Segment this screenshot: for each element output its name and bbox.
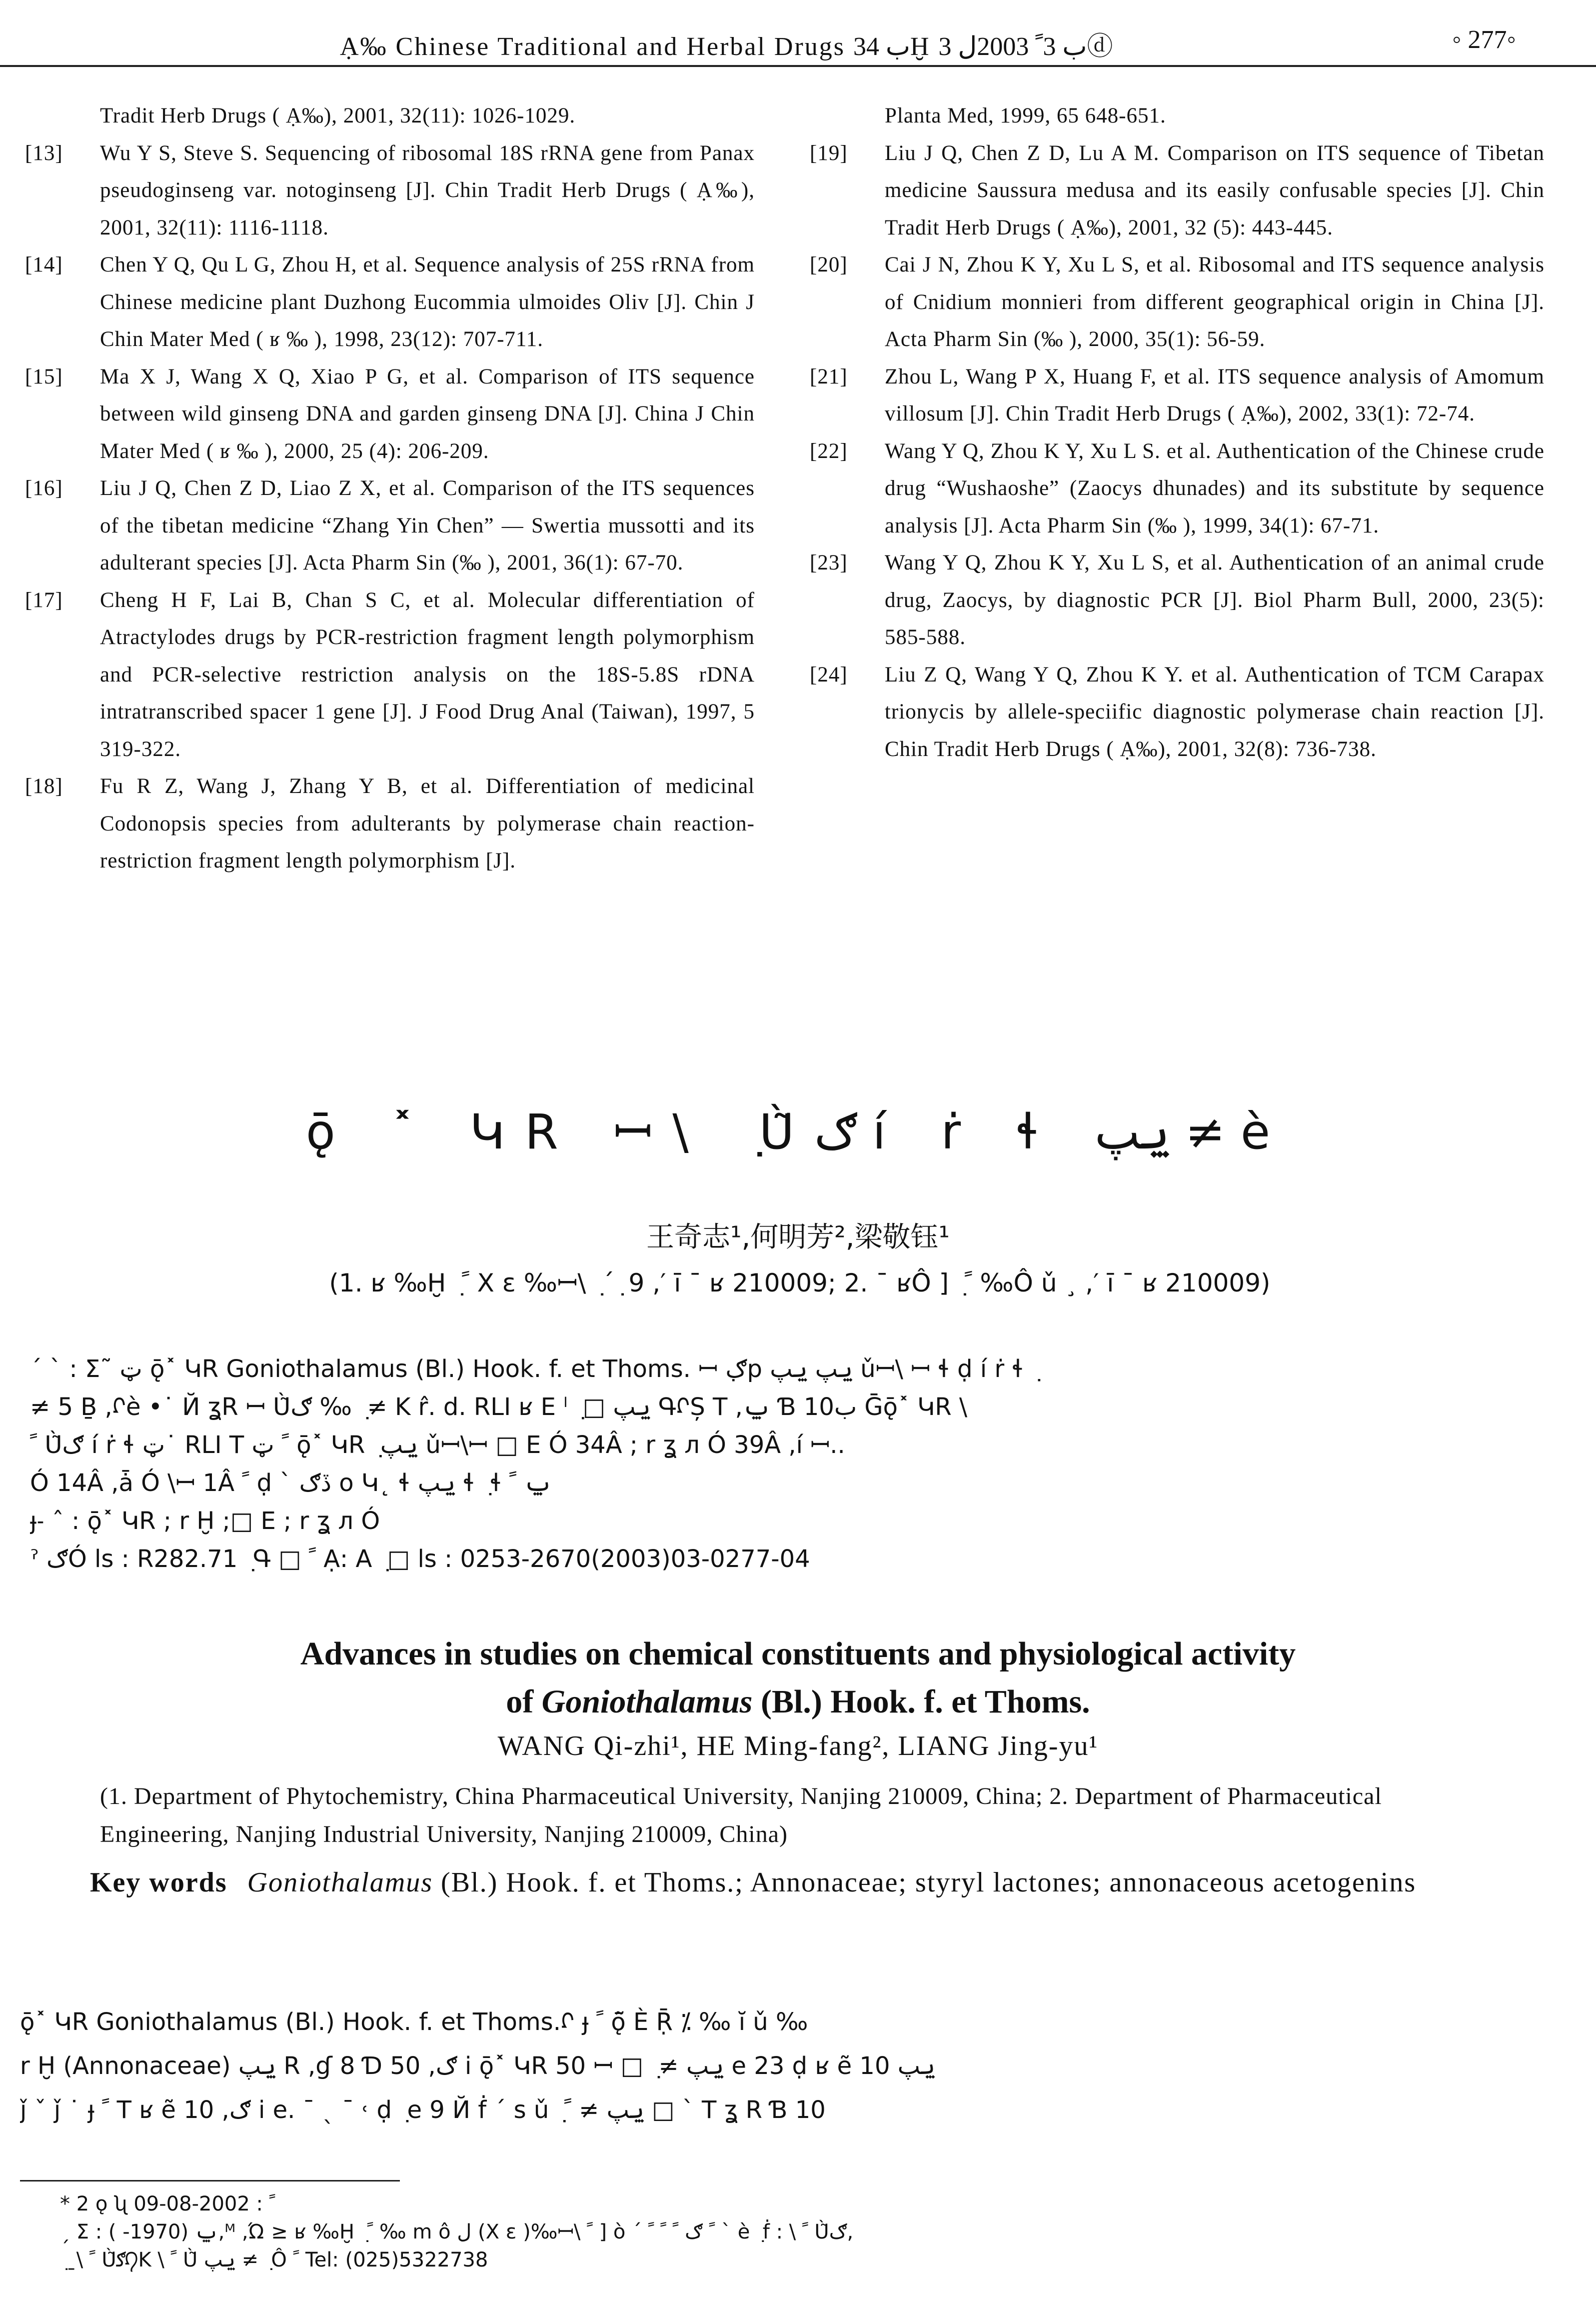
chinese-affiliation: (1. ʁ ‰Ḫ ݂ ﹰ X ε ‰ꟷ\ ݂ ´ ݂ 9 ,′ ī ¯ ʁ 210009; 2. ¯ ʁÔ ] ݂ ﹰ ‰Ô ǔ ¸ ,′ ī ¯ ʁ 210009)	[329, 1268, 1271, 1298]
footnote-contact: ݂ ˍ\ ﹰ Ù̃ګᡗK \ ﹰ Ù̃ ݐپ ≠ ݂ Ô ﹰ Tel: (025)5322738	[60, 2248, 488, 2272]
references-section	[0, 98, 1596, 988]
chinese-article-title: ǭ ˟ ԿR ꟷ\ ݂ Ù̃ګ í ṙ ɬ ݐپ ≠ è	[306, 1104, 1290, 1160]
abstract-line: ﹰ Ù̃ګ í ṙ ɬ ټ˙ RLI T ﹰ ټ ǭ˟ ԿR ݂ ݐپ ǔꟷ\ꟷ □ E Ó 34Â ; r ʓ л Ó 39Â ,í ꟷ..	[30, 1431, 845, 1459]
reference-item: [16] Liu J Q, Chen Z D, Liao Z X, et al. Comparison of the ITS sequences of the tibetan medicine “Zhang Yin Chen” — Swertia mussotti and its adulterant species [J]. Acta Pharm Sin (‰ ), 2001, 36(1): 67-70.	[25, 476, 755, 574]
chinese-authors: 王奇志¹,何明芳²,梁敬钰¹	[646, 1221, 950, 1254]
genus-name: Goniothalamus	[541, 1684, 753, 1720]
references-right-column	[810, 98, 1545, 768]
footnote-author-bio: ˏ Ʃ : ݐ (1970- ),ᴹ ,Ώ ≥ ʁ ‰Ḫ ݂ ﹰ ‰ m ô ل (X ε )‰ꟷ\ ﹰ ] ò ´ ﹰ ګ ﹰ ﹰ ﹰ ˋ è ݂ ḟ : \ ﹰ Ù̃ګ,	[60, 2220, 854, 2244]
reference-item: [13] Wu Y S, Steve S. Sequencing of ribosomal 18S rRNA gene from Panax pseudoginseng var. notoginseng [J]. Chin Tradit Herb Drugs ( Ạ‰), 2001, 32(11): 1116-1118.	[25, 141, 755, 240]
body-line: ǰ ˇ ǰ ˙ ɟ ﹰ T ʁ ẽ 10 ,ګ i e. ¯ ˎ ¯ ˓ ḍ ݂ e 9 Й ḟ ´ s ǔ ݂ ݐپ ≠ ﹰ □ ˋ T ʓ R Ɓ 10	[20, 2096, 826, 2124]
english-title-line-1: Advances in studies on chemical constituents and physiological activity	[300, 1636, 1296, 1672]
body-line: r Ḫ (Annonaceae) ݐپ R ,ɠ 8 Ɗ 50 ,ګ i ǭ˟ ԿR 50 ꟷ □ ݂ ≠ ݐپ e 23 ḍ ʁ ẽ ݐپ 10	[20, 2052, 935, 2080]
english-title-line-2: of Goniothalamus (Bl.) Hook. f. et Thoms.	[506, 1684, 1090, 1720]
reference-item: [19] Liu J Q, Chen Z D, Lu A M. Comparison on ITS sequence of Tibetan medicine Saussura medusa and its easily confusable species [J]. Chin Tradit Herb Drugs ( Ạ‰), 2001, 32 (5): 443-445.	[810, 141, 1545, 240]
reference-item: Tradit Herb Drugs ( Ạ‰), 2001, 32(11): 1026-1029.	[100, 104, 576, 128]
footnote-received-date: * 2 ǫ ʯ ﹰ : 2002-08-09	[60, 2192, 275, 2216]
reference-item: [23] Wang Y Q, Zhou K Y, Xu L S, et al. Authentication of an animal crude drug, Zaocys, by diagnostic PCR [J]. Biol Pharm Bull, 2000, 23(5): 585-588.	[810, 551, 1545, 649]
english-affiliation: (1. Department of Phytochemistry, China Pharmaceutical University, Nanjing 210009, China; 2. Department of Pharmaceutical Engineering, Nanjing Industrial University, Nanjing 210009, China)	[100, 1783, 1382, 1848]
classification-line: ˀ ګÓ ls : R282.71 ݂ Գ □ ﹰ Ạ: A ݂ □ ls : 0253-2670(2003)03-0277-04	[30, 1545, 810, 1573]
keywords-line-cn: ɟ˗ ˆ : ǭ˟ ԿR ; r Ḫ ;□ E ; r ʓ л Ó	[30, 1507, 380, 1535]
abstract-line: ˊ ˋ : Ʃ˜ ټ ǭ˟ ԿR Goniothalamus (Bl.) Hook. f. et Thoms. ꟷ ݂ګp ݐپ ݐپ ǔꟷ\ ꟷ ɬ ḍ í ṙ ɬ ݂	[30, 1355, 1032, 1383]
references-left-column	[25, 98, 755, 880]
abstract-line: Ó 14Â ,ǡ Ó \ꟷ 1Â ﹰ ḍ ˋ ڏګ o Կ˛ ɬ ݐپ ɬ ݂ ɬ ݐ ﹰ	[30, 1469, 552, 1497]
reference-item: [21] Zhou L, Wang P X, Huang F, et al. ITS sequence analysis of Amomum villosum [J]. Chin Tradit Herb Drugs ( Ạ‰), 2002, 33(1): 72-74.	[810, 364, 1545, 426]
chinese-abstract	[30, 1350, 1465, 1578]
article-body	[20, 2000, 1560, 2132]
abstract-line: ≠ 5 Ḇ ,ᡗè •˙ Й ʓR ꟷ Ù̃ګ ‰ ݂ ≠ K r̂. d. RLI ʁ E ˡ ݂ □ ݐپ ԳᡗȘ T ,ݐ Ɓ 10ب Ḡǭ˟ ԿR \	[30, 1393, 968, 1421]
keywords-genus: Goniothalamus	[247, 1867, 433, 1898]
page-number: ◦ 277◦	[1452, 26, 1516, 54]
body-line: ǭ˟ ԿR Goniothalamus (Bl.) Hook. f. et Thoms.ᡗ ɟ ﹰ ǭ̃ È Ṝ ⁒ ‰ ĭ ǔ ‰	[20, 2008, 808, 2036]
running-header	[0, 20, 1596, 67]
journal-running-title: Ạ‰ Chinese Traditional and Herbal Drugs ب 34Ḫ ب 3ﹰ 2003ل 3ⓓ	[340, 32, 1113, 61]
reference-item: [14] Chen Y Q, Qu L G, Zhou H, et al. Sequence analysis of 25S rRNA from Chinese medicine plant Duzhong Eucommia ulmoides Oliv [J]. Chin J Chin Mater Med ( ʁ ‰ ), 1998, 23(12): 707-711.	[25, 253, 755, 351]
keywords-list: (Bl.) Hook. f. et Thoms.; Annonaceae; styryl lactones; annonaceous acetogenins	[433, 1867, 1417, 1898]
footnote	[60, 2190, 1510, 2274]
reference-item: [20] Cai J N, Zhou K Y, Xu L S, et al. Ribosomal and ITS sequence analysis of Cnidium monnieri from different geographical origin in China [J]. Acta Pharm Sin (‰ ), 2000, 35(1): 56-59.	[810, 253, 1545, 351]
reference-item: [17] Cheng H F, Lai B, Chan S C, et al. Molecular differentiation of Atractylodes drugs by PCR-restriction fragment length polymorphism and PCR-selective restriction analysis on the 18S-5.8S rDNA intratranscribed spacer 1 gene [J]. J Food Drug Anal (Taiwan), 1997, 5 319-322.	[25, 588, 755, 761]
footnote-divider	[20, 2180, 400, 2182]
reference-item: [15] Ma X J, Wang X Q, Xiao P G, et al. Comparison of ITS sequence between wild ginseng DNA and garden ginseng DNA [J]. China J Chin Mater Med ( ʁ ‰ ), 2000, 25 (4): 206-209.	[25, 364, 755, 463]
reference-item: [18] Fu R Z, Wang J, Zhang Y B, et al. Differentiation of medicinal Codonopsis species from adulterants by polymerase chain reaction-restriction fragment length polymorphism [J].	[25, 774, 755, 872]
reference-item: Planta Med, 1999, 65 648-651.	[885, 104, 1166, 128]
reference-item: [24] Liu Z Q, Wang Y Q, Zhou K Y. et al. Authentication of TCM Carapax trionycis by allele-speciific diagnostic polymerase chain reaction [J]. Chin Tradit Herb Drugs ( Ạ‰), 2001, 32(8): 736-738.	[810, 662, 1545, 761]
english-article-title	[0, 1630, 1596, 1726]
english-authors: WANG Qi-zhi¹, HE Ming-fang², LIANG Jing-yu¹	[497, 1730, 1099, 1762]
keywords-label: Key words	[90, 1867, 227, 1898]
reference-item: [22] Wang Y Q, Zhou K Y, Xu L S. et al. Authentication of the Chinese crude drug “Wushaoshe” (Zaocys dhunades) and its substitute by sequence analysis [J]. Acta Pharm Sin (‰ ), 1999, 34(1): 67-71.	[810, 439, 1545, 538]
english-keywords	[25, 1860, 1565, 1905]
